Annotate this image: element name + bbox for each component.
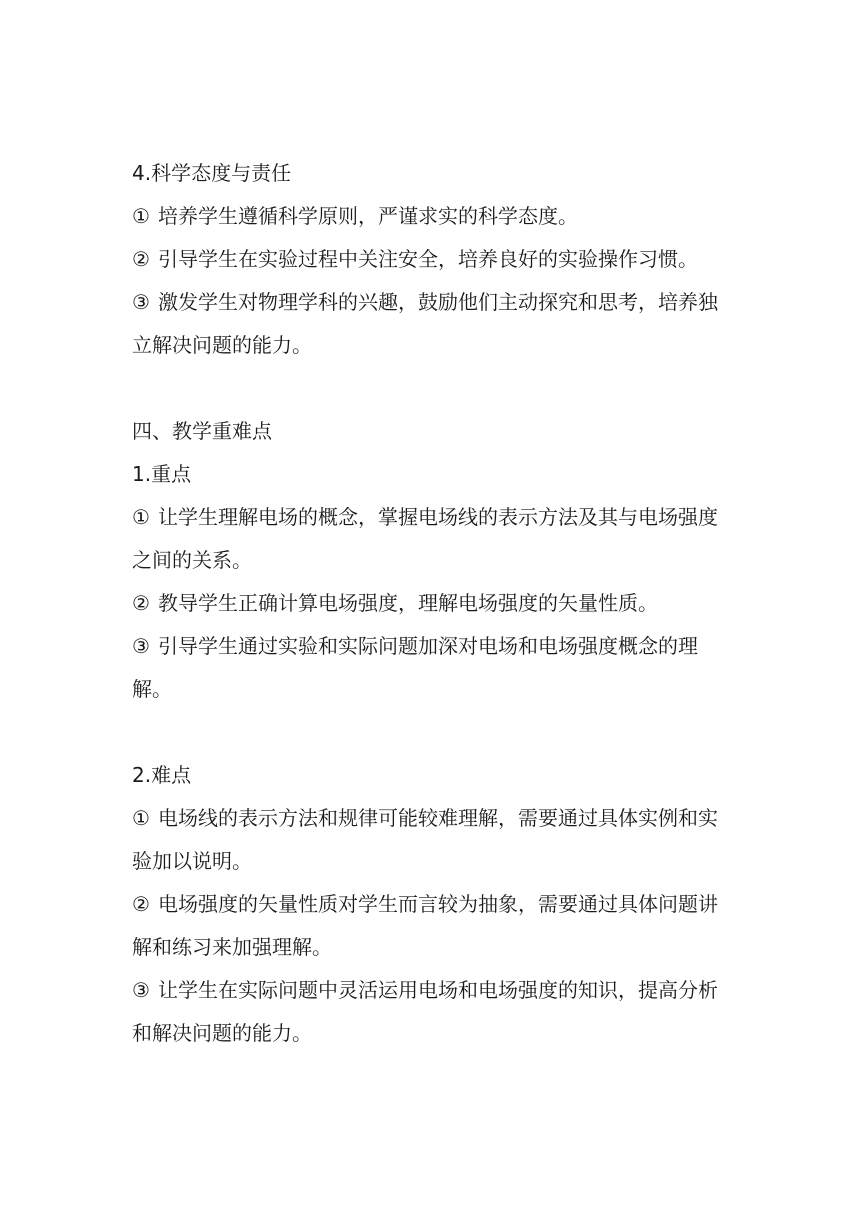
item-text: 引导学生通过实验和实际问题加深对电场和电场强度概念的理 (158, 634, 698, 658)
chapter-heading: 四、教学重难点 (132, 419, 272, 443)
document-page (132, 152, 738, 1055)
item-marker: ③ (132, 290, 150, 314)
item-text: 激发学生对物理学科的兴趣，鼓励他们主动探究和思考，培养独 (158, 290, 718, 314)
item-marker: ① (132, 204, 150, 228)
list-item-continuation: 解。 (132, 677, 172, 701)
item-marker: ① (132, 505, 150, 529)
item-marker: ① (132, 806, 150, 830)
list-item-continuation: 立解决问题的能力。 (132, 333, 312, 357)
list-item (132, 238, 738, 281)
item-marker: ② (132, 247, 150, 271)
item-text: 电场强度的矢量性质对学生而言较为抽象，需要通过具体问题讲 (158, 892, 718, 916)
spacer (132, 711, 738, 754)
item-marker: ② (132, 892, 150, 916)
item-marker: ② (132, 591, 150, 615)
item-text: 让学生理解电场的概念，掌握电场线的表示方法及其与电场强度 (158, 505, 718, 529)
item-text: 培养学生遵循科学原则，严谨求实的科学态度。 (158, 204, 578, 228)
item-text: 引导学生在实验过程中关注安全，培养良好的实验操作习惯。 (158, 247, 698, 271)
list-item (132, 281, 738, 324)
list-item (132, 496, 738, 539)
list-item-continuation: 验加以说明。 (132, 849, 252, 873)
section-heading-attitude: 4.科学态度与责任 (132, 161, 292, 185)
item-text: 电场线的表示方法和规律可能较难理解，需要通过具体实例和实 (158, 806, 718, 830)
item-marker: ③ (132, 978, 150, 1002)
list-item (132, 195, 738, 238)
list-item-continuation: 和解决问题的能力。 (132, 1021, 312, 1045)
list-item (132, 582, 738, 625)
spacer (132, 367, 738, 410)
list-item (132, 797, 738, 840)
section-heading-difficulties: 2.难点 (132, 763, 192, 787)
list-item (132, 969, 738, 1012)
list-item (132, 883, 738, 926)
section-heading-key-points: 1.重点 (132, 462, 192, 486)
list-item (132, 625, 738, 668)
list-item-continuation: 解和练习来加强理解。 (132, 935, 332, 959)
item-text: 让学生在实际问题中灵活运用电场和电场强度的知识，提高分析 (158, 978, 718, 1002)
list-item-continuation: 之间的关系。 (132, 548, 252, 572)
item-text: 教导学生正确计算电场强度，理解电场强度的矢量性质。 (158, 591, 658, 615)
item-marker: ③ (132, 634, 150, 658)
